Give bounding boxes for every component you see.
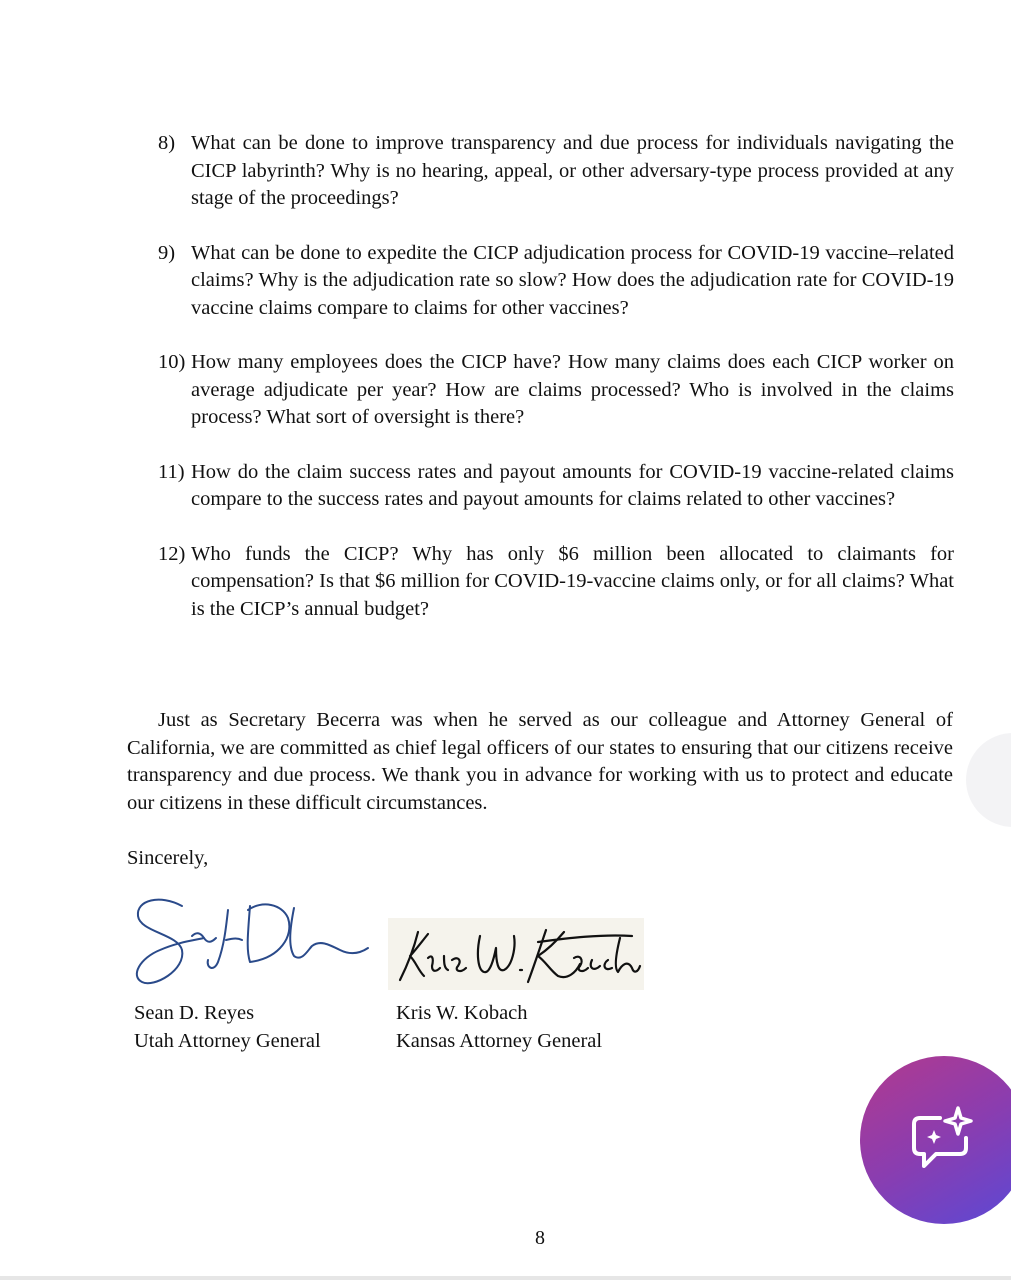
closing-paragraph: Just as Secretary Becerra was when he served as our colleague and Attorney General of California, we are committed as chief legal officers of our states to ensuring that our citizens receive transparency and due process. We thank you in advance for working with us to protect and educate our citizens in these difficult circumstances. (127, 709, 953, 814)
kobach-signature-image (388, 918, 644, 990)
signatory-name: Kris W. Kobach (396, 1002, 528, 1024)
question-text: What can be done to expedite the CICP adjudication process for COVID-19 vaccine–related claims? Why is the adjudication rate so slow? How does the adjudication rate for COVID-19 vaccine claims compare to claims for other vaccines? (191, 241, 954, 319)
question-text: Who funds the CICP? Why has only $6 million been allocated to claimants for compensation? Is that $6 million for COVID-19-vaccine claims only, or for all claims? What is the CICP’s annual budget? (191, 542, 954, 620)
question-number: 9) (158, 241, 176, 264)
signatory-reyes (134, 1000, 321, 1055)
question-number: 12) (158, 542, 186, 565)
question-number: 8) (158, 132, 176, 154)
signatory-kobach (396, 1000, 602, 1055)
signatory-name: Sean D. Reyes (134, 1002, 255, 1024)
question-text: How many employees does the CICP have? How many claims does each CICP worker on average adjudicate per year? How are claims processed? Who is involved in the claims process? What sort of oversight is there? (191, 351, 954, 428)
salutation: Sincerely, (127, 847, 209, 869)
question-number: 11) (158, 460, 185, 483)
page-bottom-edge (0, 1276, 1011, 1280)
page-number: 8 (535, 1227, 545, 1249)
question-number: 10) (158, 351, 186, 373)
question-item (158, 130, 954, 213)
question-list (158, 130, 954, 650)
question-item (158, 459, 954, 514)
question-item (158, 240, 954, 323)
question-item (158, 541, 954, 624)
reyes-signature-image (130, 888, 370, 998)
signatory-title: Utah Attorney General (134, 1029, 321, 1052)
chat-sparkle-icon (910, 1106, 976, 1172)
question-text: What can be done to improve transparency and due process for individuals navigating the CICP labyrinth? Why is no hearing, appeal, or other adversary-type process provided at any stage of the proceedings? (191, 132, 954, 209)
question-text: How do the claim success rates and payout amounts for COVID-19 vaccine-related claims compare to the success rates and payout amounts for claims related to other vaccines? (191, 460, 954, 510)
question-item (158, 349, 954, 432)
signatory-title: Kansas Attorney General (396, 1029, 603, 1052)
